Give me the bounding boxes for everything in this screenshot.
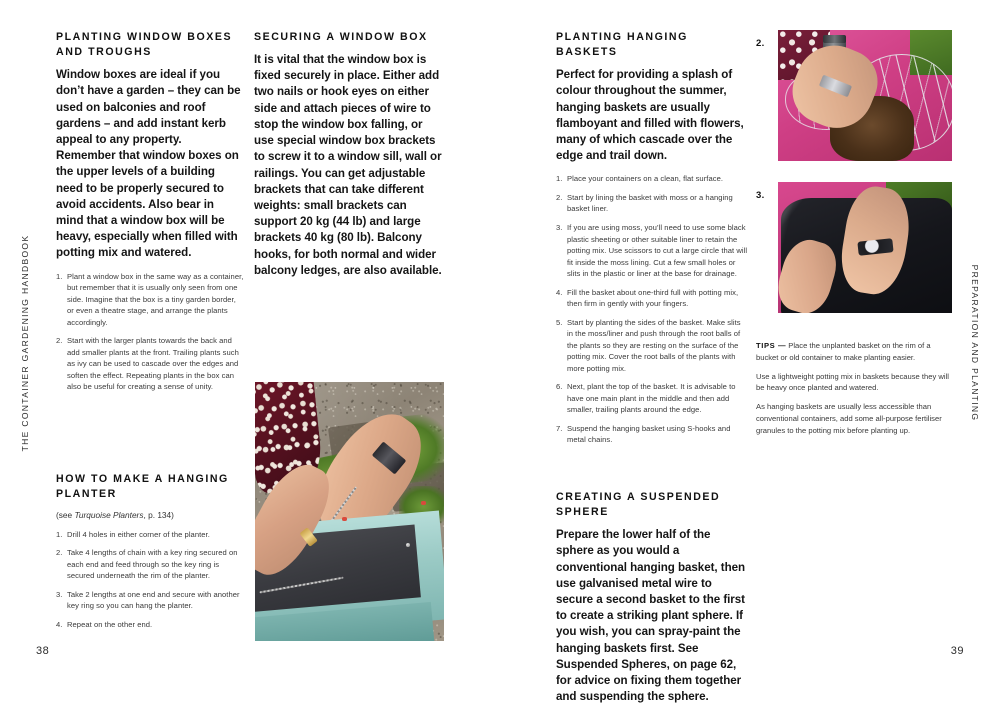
list-item: Repeat on the other end. — [67, 619, 153, 629]
section-tips — [756, 340, 952, 436]
photo-step-number-3: 3. — [756, 190, 765, 201]
list-item: Plant a window box in the same way as a container, but remember that it is usually only seen from one side. Imagine that the box is a tiny garden border, or even a theatre stage, and arrange the plants accordingly. — [67, 271, 244, 327]
list-item: Take 2 lengths at one end and secure with another key ring so you can hang the planter. — [67, 589, 240, 611]
tips-label: TIPS — — [756, 341, 787, 350]
list-item: Fill the basket about one-third full with potting mix, then firm in gently with your fingers. — [567, 287, 739, 309]
list-item: Take 4 lengths of chain with a key ring secured on each end and feed through so the key ring is secured underneath the rim of the planter. — [67, 548, 238, 581]
section-securing-a-window-box — [254, 30, 444, 288]
section-creating-a-suspended-sphere — [556, 490, 746, 714]
list-item: Start with the larger plants towards the back and add smaller plants at the front. Trailing plants such as ivy can be used to cascade over the edges and soften the effect. Repeating plants in the box can also be useful for creating a sense of unity. — [67, 336, 239, 392]
running-head-right: PREPARATION AND PLANTING — [970, 264, 980, 421]
section-how-to-make-a-hanging-planter — [56, 472, 246, 630]
section-planting-window-boxes — [56, 30, 244, 393]
heading-creating-a-suspended-sphere: CREATING A SUSPENDED SPHERE — [556, 491, 721, 519]
list-item: Start by lining the basket with moss or a hanging basket liner. — [567, 192, 733, 214]
page-number-left: 38 — [36, 645, 50, 657]
cross-reference — [56, 509, 246, 521]
heading-securing-a-window-box: SECURING A WINDOW BOX — [254, 31, 428, 43]
running-head-left: THE CONTAINER GARDENING HANDBOOK — [20, 234, 30, 451]
list-item: Suspend the hanging basket using S-hooks and metal chains. — [567, 423, 731, 445]
heading-planting-window-boxes: PLANTING WINDOW BOXES AND TROUGHS — [56, 31, 233, 59]
tip-first-text: Place the unplanted basket on the rim of a bucket or old container to make planting easier. — [756, 341, 931, 362]
tip-second-paragraph: Use a lightweight potting mix in baskets because they will be heavy once planted and watered. — [756, 371, 949, 393]
cross-reference-title: Turquoise Planters — [74, 510, 144, 521]
photo-spray-can-cap — [823, 35, 846, 43]
steps-hanging-baskets — [556, 173, 748, 446]
standfirst-hanging-baskets: Perfect for providing a splash of colour throughout the summer, hanging baskets are usually flamboyant and filled with flowers, many of which cascade over the edge and trail down. — [556, 68, 744, 163]
photo-screw — [406, 543, 410, 547]
list-item: Place your containers on a clean, flat surface. — [567, 174, 723, 184]
steps-window-boxes — [56, 271, 244, 393]
page-number-right: 39 — [950, 645, 964, 657]
list-item: Drill 4 holes in either corner of the planter. — [67, 529, 210, 539]
body-securing-a-window-box: It is vital that the window box is fixed securely in place. Either add two nails or hook eyes on either side and attach pieces of wire to stop the window box falling, or use special window box brackets to screw it to a window sill, wall or railings. You can get adjustable brackets that can take different weights: small brackets can support 20 kg (44 lb) and large brackets 40 kg (80 lb). Balcony hooks, for both normal and wider balcony ledges, are also available. — [254, 53, 442, 277]
standfirst-suspended-sphere: Prepare the lower half of the sphere as you would a conventional hanging basket, then use galvanised metal wire to secure a second basket to the first to create a striking plant sphere. If you wish, you can spray-paint the hanging baskets first. See Suspended Spheres, on page 62, for advice on fixing them together and suspending the sphere. — [556, 528, 746, 704]
photo-step-number-2: 2. — [756, 38, 765, 49]
list-item: Next, plant the top of the basket. It is advisable to have one main plant in the middle and then add smaller, trailing plants around the edge. — [567, 382, 736, 415]
photo-lining-basket-with-moss — [778, 30, 952, 161]
photo-fingernail — [342, 517, 347, 521]
tip-first-paragraph — [756, 340, 952, 364]
list-item: If you are using moss, you’ll need to use some black plastic sheeting or other suitable liner to retain the potting mix. Use scissors to cut a large circle that will fit inside the moss lining. Cut a few small holes or slits in the plastic or liner at the base for drainage. — [567, 222, 748, 279]
cross-reference-suffix: , p. 134) — [143, 510, 174, 521]
list-item: Start by planting the sides of the basket. Make slits in the moss/liner and push through the root balls of the plants so they are resting on the surface of the potting mix. Cover the root balls of the plants with more potting mix. — [567, 317, 741, 373]
heading-planting-hanging-baskets: PLANTING HANGING BASKETS — [556, 31, 688, 59]
heading-how-to-make-a-hanging-planter: HOW TO MAKE A HANGING PLANTER — [56, 473, 229, 501]
cross-reference-prefix: (see — [56, 510, 75, 521]
tip-third-paragraph: As hanging baskets are usually less accessible than conventional containers, add some all-purpose fertiliser granules to the potting mix before planting up. — [756, 402, 942, 435]
steps-hanging-planter — [56, 529, 246, 631]
standfirst-window-boxes: Window boxes are ideal if you don’t have a garden – they can be used on balconies and roof gardens – and add instant kerb appeal to any property. Remember that window boxes on the upper levels of a building need to be properly secured to avoid accidents. Also bear in mind that a window box will be heavy, especially when filled with potting mix and watered. — [56, 68, 241, 260]
photo-plastic-liner — [778, 182, 952, 313]
photo-hanging-planter — [255, 382, 444, 641]
section-planting-hanging-baskets — [556, 30, 748, 446]
